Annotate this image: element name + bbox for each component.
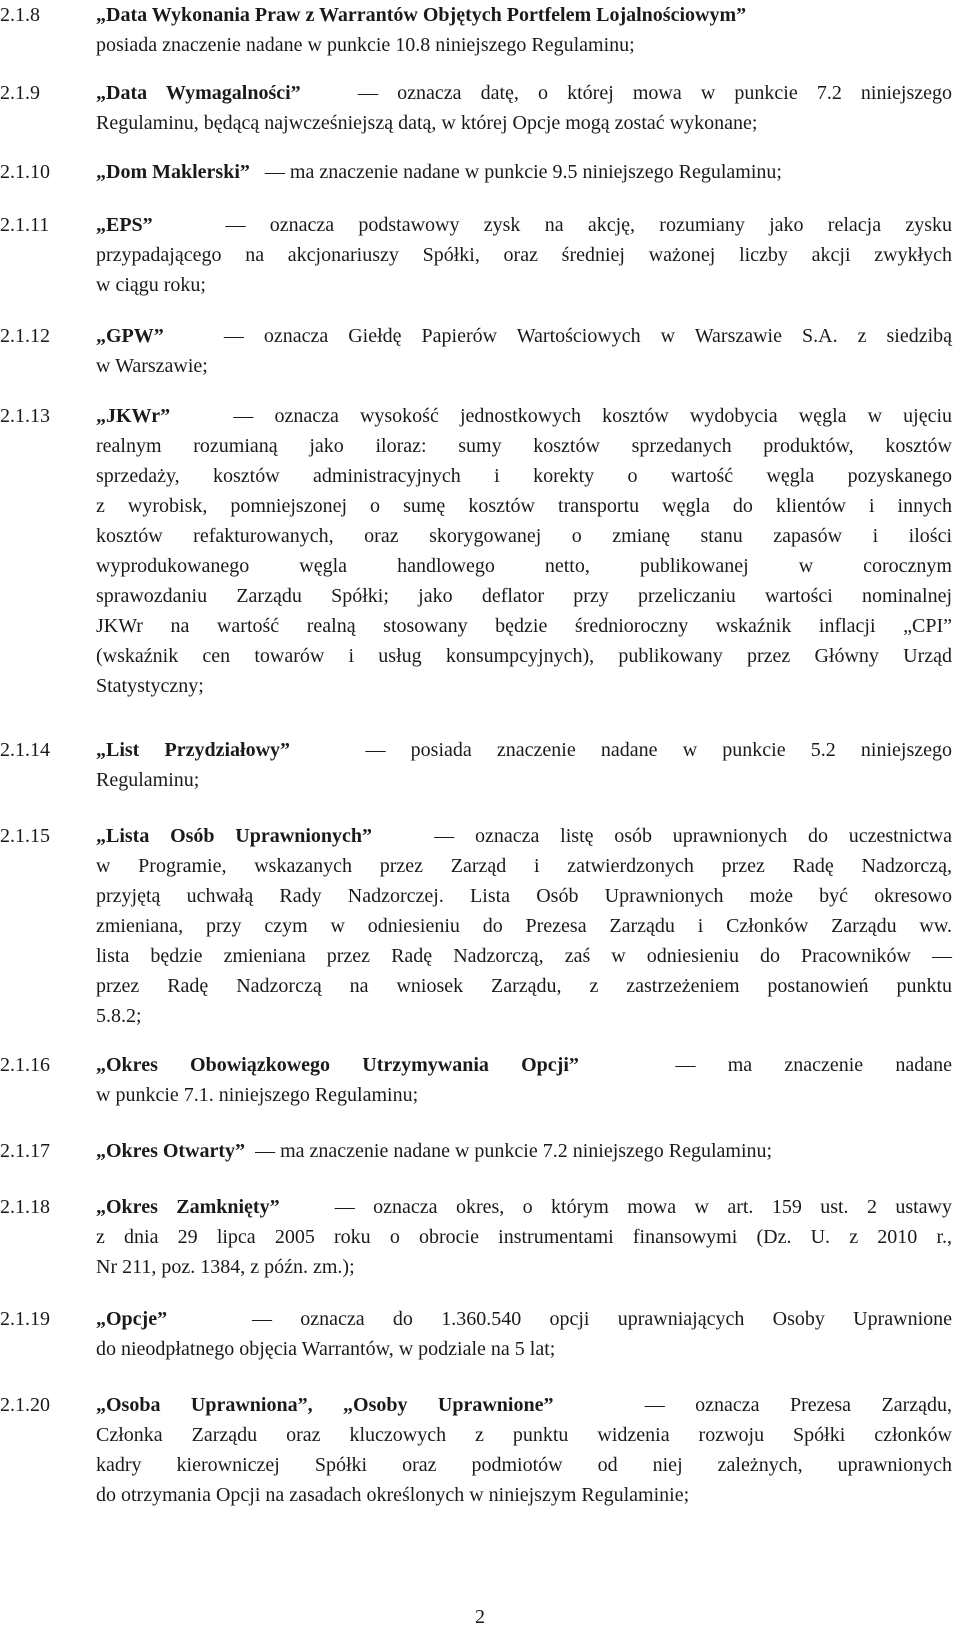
definition-line: — oznacza listę osób uprawnionych do uczestnictwa <box>434 825 953 847</box>
definition-line: Regulaminu; <box>96 769 200 791</box>
definition-line: sprawozdaniu Zarządu Spółki; jako deflator przy przeliczaniu wartości nominalnej <box>96 585 952 607</box>
definition-body <box>96 1390 952 1510</box>
definition-line: Członka Zarządu oraz kluczowych z punktu widzenia rozwoju Spółki członków <box>96 1424 952 1446</box>
definition-line: — ma znaczenie nadane w punkcie 7.2 niniejszego Regulaminu; <box>255 1140 773 1162</box>
definition-line: przyjętą uchwałą Rady Nadzorczej. Lista Osób Uprawnionych może być okresowo <box>96 885 952 907</box>
definition-body <box>96 821 952 1031</box>
defined-term: „Opcje” <box>96 1308 168 1330</box>
defined-term: „Okres Obowiązkowego Utrzymywania Opcji” <box>96 1054 579 1076</box>
definition-line: wyprodukowanego węgla handlowego netto, publikowanej w corocznym <box>96 555 952 577</box>
definition-body <box>96 1050 952 1110</box>
definition-line: — oznacza podstawowy zysk na akcję, rozumiany jako relacja zysku <box>225 214 952 236</box>
definition-line: — ma znaczenie nadane <box>675 1054 952 1076</box>
defined-term: „Data Wykonania Praw z Warrantów Objętych Portfelem Lojalnościowym” <box>96 4 747 26</box>
definition-line: — posiada znaczenie nadane w punkcie 5.2 niniejszego <box>365 739 953 761</box>
page-number: 2 <box>475 1606 485 1628</box>
definition-line: kosztów refakturowanych, oraz skorygowanej o zmianę stanu zapasów i ilości <box>96 525 952 547</box>
section-number: 2.1.12 <box>0 325 50 347</box>
definition-line: w ciągu roku; <box>96 274 206 296</box>
definition-line: zmieniana, przy czym w odniesieniu do Prezesa Zarządu i Członków Zarządu ww. <box>96 915 952 937</box>
definition-body <box>96 735 952 795</box>
definition-body <box>96 1136 952 1166</box>
section-number: 2.1.11 <box>0 214 50 236</box>
section-number: 2.1.17 <box>0 1140 50 1162</box>
definition-line: lista będzie zmieniana przez Radę Nadzorczą, zaś w odniesieniu do Pracowników — <box>96 945 952 967</box>
section-number: 2.1.19 <box>0 1308 50 1330</box>
defined-term: „EPS” <box>96 214 153 236</box>
definition-line: posiada znaczenie nadane w punkcie 10.8 niniejszego Regulaminu; <box>96 34 635 56</box>
definition-line: realnym rozumianą jako iloraz: sumy kosztów sprzedanych produktów, kosztów <box>96 435 952 457</box>
section-number: 2.1.9 <box>0 82 40 104</box>
definition-line: w punkcie 7.1. niniejszego Regulaminu; <box>96 1084 419 1106</box>
definition-body <box>96 1304 952 1364</box>
defined-term: „GPW” <box>96 325 164 347</box>
definition-line: Nr 211, poz. 1384, z późn. zm.); <box>96 1256 355 1278</box>
defined-term: „List Przydziałowy” <box>96 739 291 761</box>
definition-line: przypadającego na akcjonariuszy Spółki, oraz średniej ważonej liczby akcji zwykłych <box>96 244 952 266</box>
definition-body <box>96 1192 952 1282</box>
section-number: 2.1.10 <box>0 161 50 183</box>
defined-term: „Okres Zamknięty” <box>96 1196 280 1218</box>
definition-line: — oznacza okres, o którym mowa w art. 159 ust. 2 ustawy <box>334 1196 952 1218</box>
definition-line: Statystyczny; <box>96 675 204 697</box>
section-number: 2.1.18 <box>0 1196 50 1218</box>
section-number: 2.1.13 <box>0 405 50 427</box>
definition-line: kadry kierowniczej Spółki oraz podmiotów od niej zależnych, uprawnionych <box>96 1454 952 1476</box>
definition-line: — oznacza datę, o której mowa w punkcie 7.2 niniejszego <box>358 82 953 104</box>
definition-line: — oznacza wysokość jednostkowych kosztów wydobycia węgla w ujęciu <box>233 405 953 427</box>
definition-line: przez Radę Nadzorczą na wniosek Zarządu, z zastrzeżeniem postanowień punktu <box>96 975 952 997</box>
definition-line: z wyrobisk, pomniejszonej o sumę kosztów transportu węgla do klientów i innych <box>96 495 952 517</box>
section-number: 2.1.16 <box>0 1054 50 1076</box>
definition-body <box>96 0 952 60</box>
defined-term: „Dom Maklerski” <box>96 161 250 183</box>
section-number: 2.1.14 <box>0 739 50 761</box>
definition-line: — ma znaczenie nadane w punkcie 9.5 niniejszego Regulaminu; <box>264 161 782 183</box>
defined-term: „JKWr” <box>96 405 171 427</box>
defined-term: „Lista Osób Uprawnionych” <box>96 825 373 847</box>
definition-line: JKWr na wartość realną stosowany będzie średnioroczny wskaźnik inflacji „CPI” <box>96 615 952 637</box>
section-number: 2.1.15 <box>0 825 50 847</box>
definition-body <box>96 321 952 381</box>
definition-line: w Programie, wskazanych przez Zarząd i zatwierdzonych przez Radę Nadzorczą, <box>96 855 952 877</box>
defined-term: „Okres Otwarty” <box>96 1140 246 1162</box>
definition-body <box>96 210 952 300</box>
defined-term: „Osoba Uprawniona”, „Osoby Uprawnione” <box>96 1394 554 1416</box>
definition-line: Regulaminu, będącą najwcześniejszą datą, w której Opcje mogą zostać wykonane; <box>96 112 758 134</box>
definition-body <box>96 401 952 701</box>
definition-line: — oznacza Giełdę Papierów Wartościowych w Warszawie S.A. z siedzibą <box>223 325 953 347</box>
definition-line: — oznacza Prezesa Zarządu, <box>644 1394 952 1416</box>
definition-line: z dnia 29 lipca 2005 roku o obrocie instrumentami finansowymi (Dz. U. z 2010 r., <box>96 1226 952 1248</box>
section-number: 2.1.20 <box>0 1394 50 1416</box>
definition-line: 5.8.2; <box>96 1005 142 1027</box>
definition-line: do nieodpłatnego objęcia Warrantów, w podziale na 5 lat; <box>96 1338 556 1360</box>
definition-line: (wskaźnik cen towarów i usług konsumpcyjnych), publikowany przez Główny Urząd <box>96 645 952 667</box>
section-number: 2.1.8 <box>0 4 40 26</box>
definition-body <box>96 157 952 187</box>
definition-body <box>96 78 952 138</box>
definition-line: do otrzymania Opcji na zasadach określonych w niniejszym Regulaminie; <box>96 1484 690 1506</box>
definition-line: — oznacza do 1.360.540 opcji uprawniających Osoby Uprawnione <box>251 1308 953 1330</box>
definition-line: w Warszawie; <box>96 355 208 377</box>
definition-line: sprzedaży, kosztów administracyjnych i korekty o wartość węgla pozyskanego <box>96 465 952 487</box>
defined-term: „Data Wymagalności” <box>96 82 301 104</box>
